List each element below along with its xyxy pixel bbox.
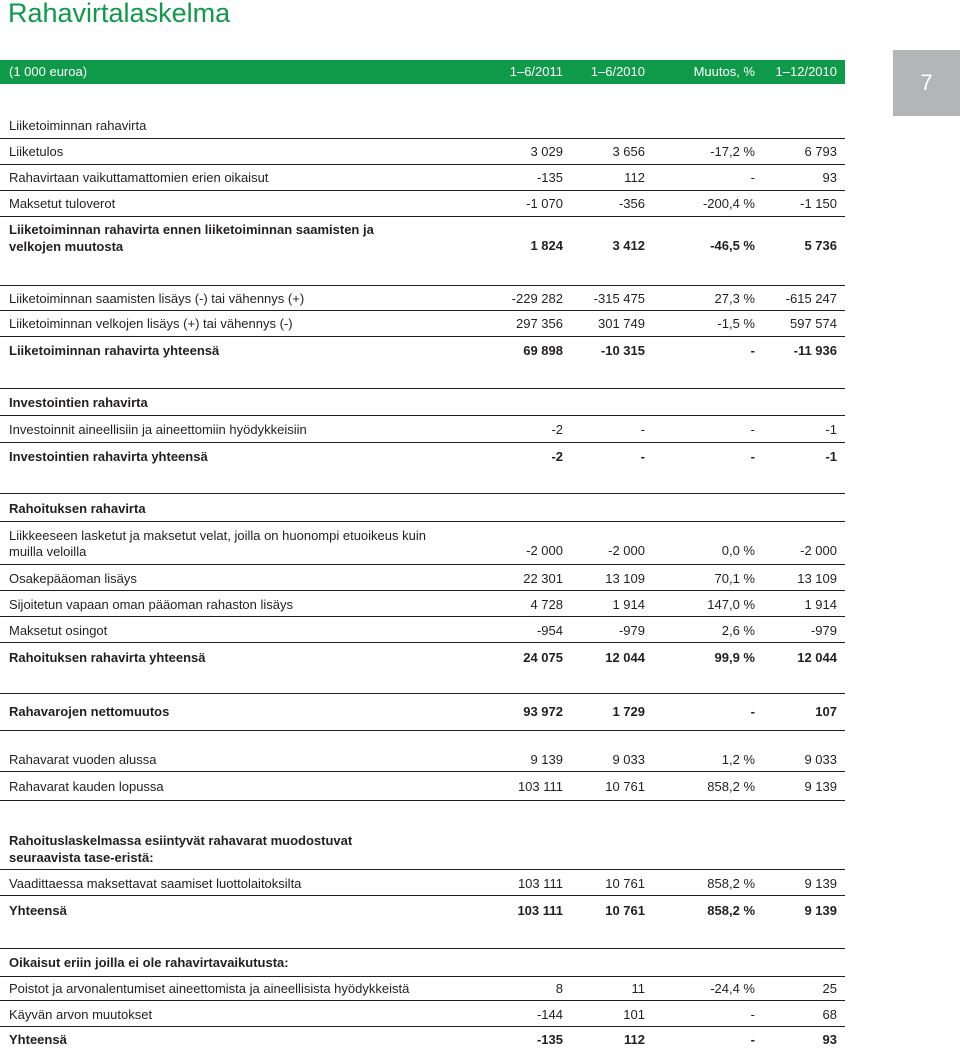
cell-h1-2010: -10 315	[600, 343, 645, 358]
cell-h1-2011: 8	[555, 981, 563, 996]
table-header	[0, 60, 845, 84]
cell-h1-2011: 297 356	[516, 316, 563, 331]
row-label-line1: Liikkeeseen lasketut ja maksetut velat, joilla on huonompi etuoikeus kuin	[9, 528, 426, 543]
cell-h1-2010: 112	[624, 1032, 645, 1047]
row-label: Liiketoiminnan rahavirta yhteensä	[9, 343, 220, 358]
cell-h1-2010: 301 749	[598, 316, 645, 331]
page-title: Rahavirtalaskelma	[8, 0, 231, 28]
row-label: Rahavarat kauden lopussa	[9, 779, 164, 794]
cell-h1-2010: -2 000	[608, 543, 645, 558]
table-row	[0, 568, 845, 591]
table-row-section	[0, 948, 845, 977]
cell-h1-2011: 93 972	[523, 704, 563, 719]
row-label-line2: muilla veloilla	[9, 544, 87, 559]
row-label: Yhteensä	[9, 1032, 67, 1047]
cell-change: 27,3 %	[714, 291, 755, 306]
cell-fy-2010: -1	[825, 422, 837, 437]
cell-fy-2010: 25	[822, 981, 837, 996]
cell-h1-2010: 1 914	[612, 597, 645, 612]
cell-change: -	[750, 704, 755, 719]
cell-h1-2011: 1 824	[530, 238, 563, 253]
row-label-line2: seuraavista tase-eristä:	[9, 850, 154, 865]
table-row	[0, 748, 845, 772]
column-header-change: Muutos, %	[693, 64, 755, 79]
table-row	[0, 313, 845, 337]
cell-h1-2010: -315 475	[593, 291, 645, 306]
row-label: Rahoituksen rahavirta	[9, 501, 146, 516]
cell-h1-2011: -2	[551, 449, 563, 464]
cell-fy-2010: -615 247	[785, 291, 837, 306]
row-label-line2: velkojen muutosta	[9, 239, 124, 254]
cell-h1-2010: -	[640, 422, 645, 437]
row-label: Sijoitetun vapaan oman pääoman rahaston lisäys	[9, 597, 294, 612]
cell-fy-2010: -979	[810, 623, 837, 638]
row-label: Poistot ja arvonalentumiset aineettomista ja aineellisista hyödykkeistä	[9, 981, 410, 996]
row-label: Maksetut osingot	[9, 623, 108, 638]
table-row	[0, 524, 845, 565]
cell-h1-2010: 9 033	[612, 752, 645, 767]
cell-h1-2010: 13 109	[605, 571, 645, 586]
cell-h1-2011: 103 111	[517, 876, 563, 891]
table-row-subtotal	[0, 220, 845, 260]
cell-fy-2010: 68	[822, 1007, 837, 1022]
table-row	[0, 418, 845, 443]
cell-h1-2011: -1 070	[526, 196, 563, 211]
cell-h1-2011: -2	[551, 422, 563, 437]
cell-h1-2010: 112	[624, 170, 645, 185]
cell-h1-2011: -229 282	[511, 291, 563, 306]
cell-fy-2010: 9 033	[804, 752, 837, 767]
row-label: Investointien rahavirta	[9, 395, 148, 410]
page-number-tab: 7	[893, 50, 960, 116]
table-row-total	[0, 1030, 845, 1049]
row-label-line1: Liiketoiminnan rahavirta ennen liiketoiminnan saamisten ja	[9, 222, 374, 237]
cell-fy-2010: -1	[825, 449, 837, 464]
table-row-total	[0, 899, 845, 923]
cell-change: 0,0 %	[721, 543, 755, 558]
cell-change: -	[750, 1007, 755, 1022]
row-label: Rahavarojen nettomuutos	[9, 704, 170, 719]
row-label: Käyvän arvon muutokset	[9, 1007, 153, 1022]
cell-change: 99,9 %	[714, 650, 755, 665]
cell-h1-2010: 101	[623, 1007, 645, 1022]
table-row	[0, 620, 845, 643]
cell-change: -24,4 %	[710, 981, 755, 996]
table-row	[0, 1004, 845, 1027]
cell-h1-2010: -979	[618, 623, 645, 638]
cell-h1-2011: -144	[536, 1007, 563, 1022]
row-label: Oikaisut eriin joilla ei ole rahavirtavaikutusta:	[9, 955, 289, 970]
cell-change: 147,0 %	[707, 597, 755, 612]
cell-fy-2010: 107	[815, 704, 837, 719]
cell-h1-2011: 4 728	[530, 597, 563, 612]
column-header-h1-2010: 1–6/2010	[590, 64, 645, 79]
cell-h1-2011: -135	[536, 170, 563, 185]
table-row	[0, 142, 845, 165]
cell-change: 858,2 %	[707, 903, 755, 918]
cell-change: 858,2 %	[707, 876, 755, 891]
cell-h1-2010: 12 044	[605, 650, 645, 665]
row-label: Yhteensä	[9, 903, 67, 918]
cell-fy-2010: 9 139	[804, 779, 837, 794]
table-row-total	[0, 446, 845, 468]
table-row	[0, 594, 845, 617]
cell-h1-2011: -2 000	[526, 543, 563, 558]
cell-fy-2010: 5 736	[804, 238, 837, 253]
table-row-total	[0, 693, 845, 731]
cell-h1-2011: 69 898	[523, 343, 563, 358]
cell-h1-2011: 22 301	[523, 571, 563, 586]
row-label: Investointien rahavirta yhteensä	[9, 449, 208, 464]
cell-change: -	[750, 1032, 755, 1047]
cell-h1-2011: 103 111	[517, 903, 563, 918]
table-row	[0, 873, 845, 896]
cell-change: -17,2 %	[710, 144, 755, 159]
cell-h1-2010: 11	[631, 981, 645, 996]
cell-fy-2010: -2 000	[800, 543, 837, 558]
table-row	[0, 168, 845, 191]
cell-change: -200,4 %	[702, 196, 755, 211]
column-header-fy-2010: 1–12/2010	[775, 64, 837, 79]
cell-h1-2011: 103 111	[517, 779, 563, 794]
cell-h1-2010: 3 656	[612, 144, 645, 159]
table-row-section	[0, 493, 845, 522]
cell-change: -	[750, 449, 755, 464]
row-label: Liiketoiminnan saamisten lisäys (-) tai vähennys (+)	[9, 291, 305, 306]
cell-fy-2010: 93	[822, 1032, 837, 1047]
cell-h1-2011: 3 029	[530, 144, 563, 159]
table-row-section	[0, 388, 845, 416]
table-row	[0, 285, 845, 311]
cell-change: -	[750, 170, 755, 185]
table-row-total	[0, 646, 845, 668]
cell-h1-2010: -356	[618, 196, 645, 211]
cell-fy-2010: 9 139	[804, 903, 837, 918]
cell-change: -46,5 %	[710, 238, 755, 253]
row-label: Rahavarat vuoden alussa	[9, 752, 157, 767]
row-label: Rahoituksen rahavirta yhteensä	[9, 650, 206, 665]
cell-h1-2010: 1 729	[612, 704, 645, 719]
row-label: Liiketoiminnan rahavirta	[9, 118, 147, 133]
row-label: Maksetut tuloverot	[9, 196, 116, 211]
column-header-h1-2011: 1–6/2011	[509, 64, 563, 79]
cell-h1-2011: -954	[536, 623, 563, 638]
cell-h1-2010: 10 761	[605, 779, 645, 794]
cell-fy-2010: 12 044	[797, 650, 837, 665]
row-label: Liiketulos	[9, 144, 64, 159]
cell-change: -	[750, 343, 755, 358]
table-row	[0, 116, 845, 139]
cell-change: 70,1 %	[714, 571, 755, 586]
cell-change: -	[750, 422, 755, 437]
unit-label: (1 000 euroa)	[9, 64, 88, 79]
row-label: Vaadittaessa maksettavat saamiset luottolaitoksilta	[9, 876, 302, 891]
cell-fy-2010: 13 109	[797, 571, 837, 586]
cell-fy-2010: 6 793	[804, 144, 837, 159]
cell-fy-2010: -1 150	[800, 196, 837, 211]
table-row	[0, 775, 845, 801]
row-label: Osakepääoman lisäys	[9, 571, 137, 586]
cell-h1-2010: -	[640, 449, 645, 464]
row-label: Rahavirtaan vaikuttamattomien erien oikaisut	[9, 170, 269, 185]
cell-fy-2010: 597 574	[790, 316, 837, 331]
cell-h1-2011: 9 139	[530, 752, 563, 767]
cell-h1-2010: 10 761	[605, 903, 645, 918]
cell-fy-2010: 9 139	[804, 876, 837, 891]
cell-h1-2011: -135	[536, 1032, 563, 1047]
cell-h1-2011: 24 075	[523, 650, 563, 665]
cell-change: 2,6 %	[721, 623, 755, 638]
cell-h1-2010: 3 412	[612, 238, 645, 253]
row-label: Investoinnit aineellisiin ja aineettomiin hyödykkeisiin	[9, 422, 307, 437]
table-row-total	[0, 341, 845, 363]
table-row	[0, 979, 845, 1001]
row-label-line1: Rahoituslaskelmassa esiintyvät rahavarat muodostuvat	[9, 833, 353, 848]
cell-change: 1,2 %	[721, 752, 755, 767]
cell-fy-2010: 93	[822, 170, 837, 185]
table-row-section	[0, 827, 845, 870]
cell-h1-2010: 10 761	[605, 876, 645, 891]
row-label: Liiketoiminnan velkojen lisäys (+) tai vähennys (-)	[9, 316, 293, 331]
cell-fy-2010: 1 914	[804, 597, 837, 612]
cell-change: 858,2 %	[707, 779, 755, 794]
cell-change: -1,5 %	[717, 316, 755, 331]
table-row	[0, 194, 845, 217]
cell-fy-2010: -11 936	[793, 343, 837, 358]
